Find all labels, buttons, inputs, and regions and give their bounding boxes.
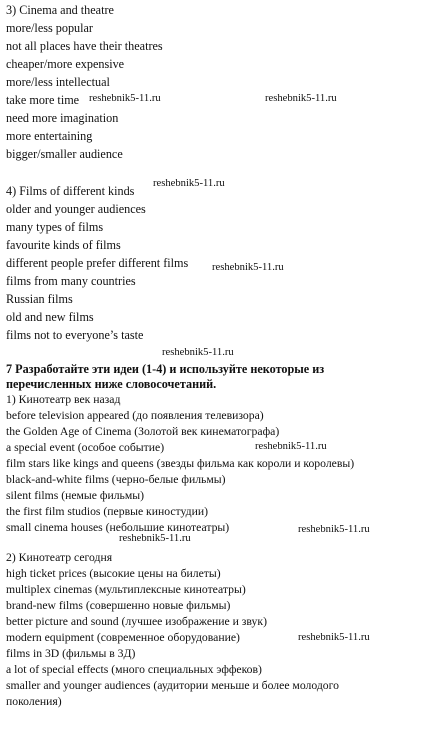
- cinema-today-heading: 2) Кинотеатр сегодня: [6, 551, 113, 564]
- list-item: the Golden Age of Cinema (Золотой век кинематографа): [6, 425, 280, 438]
- list-item: smaller and younger audiences (аудитории меньше и более молодого: [6, 679, 339, 692]
- list-item: multiplex cinemas (мультиплексные кинотеатры): [6, 583, 246, 596]
- list-item: cheaper/more expensive: [6, 57, 125, 71]
- list-item: films in 3D (фильмы в 3Д): [6, 647, 136, 660]
- task-7-heading-continued: перечисленных ниже словосочетаний.: [6, 377, 217, 391]
- list-item: different people prefer different films: [6, 256, 189, 270]
- watermark: reshebnik5-11.ru: [265, 93, 337, 104]
- list-item: brand-new films (совершенно новые фильмы): [6, 599, 231, 612]
- watermark: reshebnik5-11.ru: [89, 93, 161, 104]
- list-item: the first film studios (первые киностудии): [6, 505, 208, 518]
- list-item: need more imagination: [6, 111, 119, 125]
- list-item: films from many countries: [6, 274, 136, 288]
- list-item: silent films (немые фильмы): [6, 489, 145, 502]
- list-item: old and new films: [6, 310, 94, 324]
- list-item: a lot of special effects (много специальных эффеков): [6, 663, 262, 676]
- list-item: modern equipment (современное оборудование): [6, 631, 240, 644]
- list-item-continued: поколения): [6, 695, 62, 708]
- list-item: favourite kinds of films: [6, 238, 121, 252]
- watermark: reshebnik5-11.ru: [162, 347, 234, 358]
- list-item: better picture and sound (лучшее изображение и звук): [6, 615, 267, 628]
- list-item: small cinema houses (небольшие кинотеатры): [6, 521, 230, 534]
- list-item: black-and-white films (черно-белые фильмы): [6, 473, 226, 486]
- list-item: more entertaining: [6, 129, 93, 143]
- list-item: more/less popular: [6, 21, 93, 35]
- watermark: reshebnik5-11.ru: [298, 632, 370, 643]
- list-item: bigger/smaller audience: [6, 147, 123, 161]
- list-item: films not to everyone’s taste: [6, 328, 144, 342]
- watermark: reshebnik5-11.ru: [255, 441, 327, 452]
- list-item: take more time: [6, 93, 80, 107]
- watermark: reshebnik5-11.ru: [298, 524, 370, 535]
- list-item: not all places have their theatres: [6, 39, 163, 53]
- list-item: high ticket prices (высокие цены на билеты): [6, 567, 221, 580]
- list-item: older and younger audiences: [6, 202, 146, 216]
- list-item: many types of films: [6, 220, 104, 234]
- list-item: a special event (особое событие): [6, 441, 165, 454]
- task-7-heading: 7 Разработайте эти идеи (1-4) и используйте некоторые из: [6, 362, 325, 376]
- cinema-past-heading: 1) Кинотеатр век назад: [6, 393, 121, 406]
- section-4-heading: 4) Films of different kinds: [6, 184, 135, 198]
- watermark: reshebnik5-11.ru: [119, 533, 191, 544]
- list-item: before television appeared (до появления телевизора): [6, 409, 264, 422]
- section-3-heading: 3) Cinema and theatre: [6, 3, 114, 17]
- list-item: more/less intellectual: [6, 75, 110, 89]
- list-item: Russian films: [6, 292, 73, 306]
- watermark: reshebnik5-11.ru: [153, 178, 225, 189]
- list-item: film stars like kings and queens (звезды фильма как короли и королевы): [6, 457, 355, 470]
- watermark: reshebnik5-11.ru: [212, 262, 284, 273]
